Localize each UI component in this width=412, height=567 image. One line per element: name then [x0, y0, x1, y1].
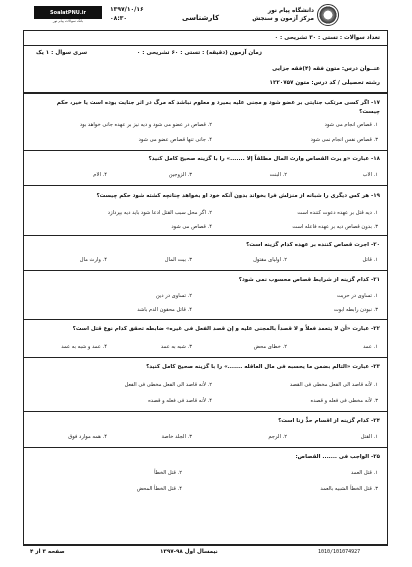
option: ۲. اولیای مقتول [253, 257, 287, 263]
question-19: ۱۹- هر کس دیگری را شبانه از منزلش فرا بخواند بدون آنکه خود او بخواهد چنانچه کشته شود حکم چیست؟ [96, 193, 380, 199]
option: ۴. قاتل محقون الدم باشد [137, 307, 192, 313]
option: ۴. جانی تنها قصاص عضو می شود [138, 137, 212, 143]
divider [23, 185, 388, 186]
exam-date: ۱۳۹۷/۱۰/۱۶ [110, 6, 144, 13]
option: ۴. همه موارد فوق [68, 434, 107, 440]
option: ۴. عمد و شبه به عمد [61, 344, 107, 350]
field-code: رشته تحصیلی / کد درس: متون ۱۲۲۰۷۵۷ [269, 80, 380, 86]
option: ۳. بدون قصاص دیه بر عهده فاعله است [292, 224, 378, 230]
brand-logo: SoalatPNU.ir [34, 6, 102, 19]
question-24: ۲۴- کدام گزینه از اقسام حدٍّ زنا است؟ [278, 418, 380, 424]
divider [23, 92, 388, 94]
brand-subtitle: بانک سوالات پیام نور [52, 19, 84, 23]
option: ۴. قتل الخطأ المحض [136, 486, 182, 492]
option: ۱. لأنه قاصد الی الفعل مخطی فی القصد [289, 382, 378, 388]
option: ۳. بیت المال [164, 257, 192, 263]
option: ۲. لأنه قاصد الی الفعل مخطی فی الفعل [124, 382, 212, 388]
option: ۴. لأنه قاصد فی فعله و قصده [148, 398, 212, 404]
option: ۱. الاب [362, 172, 378, 178]
question-20: ۲۰- اجرت قصاص کننده بر عهده کدام گزینه است؟ [246, 242, 380, 248]
option: ۳. شبه به عمد [160, 344, 192, 350]
exam-code: 1010/101074927 [318, 549, 361, 555]
divider [23, 319, 388, 320]
divider [23, 45, 388, 46]
question-series: سری سوال : ۱ یک [36, 50, 88, 56]
option: ۱. قتل العمد [351, 470, 378, 476]
exam-level-title: کارشناسی [182, 14, 220, 22]
divider [23, 270, 388, 271]
university-logo-icon [317, 4, 339, 26]
option: ۲. الرجم [268, 434, 287, 440]
option: ۴. الام [93, 172, 107, 178]
option: ۳. لأنه مخطی فی فعله و قصده [310, 398, 378, 404]
option: ۳. الجلد خاصة [161, 434, 192, 440]
option: ۱. قصاص انجام می شود [324, 122, 378, 128]
option: ۱. تساوی در حریت [336, 293, 378, 299]
divider [23, 235, 388, 236]
divider [23, 150, 388, 151]
question-23: ۲۳- عبارت «التالم بضمن ما یحسبه فی مال العاقله .......» را با گزینه صحیح کامل کنید؟ [146, 364, 380, 370]
option: ۱. قاتل [362, 257, 378, 263]
option: ۴. وارث مال [79, 257, 107, 263]
university-name: دانشگاه پیام نور [267, 8, 314, 14]
option: ۱. القتل [360, 434, 378, 440]
divider [23, 447, 388, 448]
question-17: ۱۷- اگر کسی مرتکب جنایتی بر عضو شود و مجنی علیه بمیرد و معلوم نباشد که مرگ در اثر جنایت بوده است یا خیر، حکم چیست؟ [56, 100, 380, 115]
option: ۱. عمد [363, 344, 378, 350]
questions-count: تعداد سوالات : تستی : ۳۰ تشریحی : ۰ [274, 35, 380, 41]
option: ۳. قتل الخطأ الشبیه بالعمد [320, 486, 378, 492]
option: ۲. قصاص در عضو می شود و دیه نیز بر عهده جانی خواهد بود [79, 122, 212, 128]
question-21: ۲۱- کدام گزینه از شرایط قصاص محسوب نمی شود؟ [238, 277, 380, 283]
exam-time: ۰۸:۳۰ [110, 15, 128, 22]
option: ۲. اگر محل سبب القتل ادعا شود باید دیه بپردازد [107, 210, 212, 216]
option: ۲. البنت [269, 172, 287, 178]
divider [23, 357, 388, 358]
exam-duration: زمان آزمون (دقیقه) : تستی : ۶۰ تشریحی : ۰ [136, 50, 262, 56]
option: ۳. قصاص نفس انجام نمی شود [310, 137, 378, 143]
question-18: ۱۸- عبارت «و یرث القصاص وارث المال مطلقاً إلا .......» را با گزینه صحیح کامل کنید؟ [148, 156, 380, 162]
page-number: صفحه ۳ از ۴ [30, 549, 65, 555]
option: ۱. دیه قتل بر عهده دعوت کننده است [297, 210, 378, 216]
option: ۲. خطای محض [253, 344, 287, 350]
university-name-block [248, 7, 314, 23]
question-22: ۲۲- عبارت «أن لا یتعمد فعلاً و لا قصداً بالمجنی علیه و إن قصد الفعل فی غیره» ضابطه تحقق کدام نوع قتل است؟ [72, 326, 380, 332]
option: ۴. قصاص می شود [171, 224, 212, 230]
center-name: مرکز آزمون و سنجش [252, 16, 314, 22]
question-25: ۲۵- الواجب فی ....... القصاص: [295, 454, 380, 460]
option: ۲. تساوی در دین [155, 293, 192, 299]
option: ۲. قتل الخطأ [154, 470, 182, 476]
option: ۳. الزوجین [168, 172, 192, 178]
course-title: عنــوان درس: متون فقه (۴)فقه جزایی [272, 66, 380, 72]
footer-divider [23, 545, 388, 546]
divider [23, 411, 388, 412]
semester-label: نیمسال اول ۹۸-۱۳۹۷ [160, 549, 218, 555]
option: ۳. نبودن رابطه ابوت [333, 307, 378, 313]
